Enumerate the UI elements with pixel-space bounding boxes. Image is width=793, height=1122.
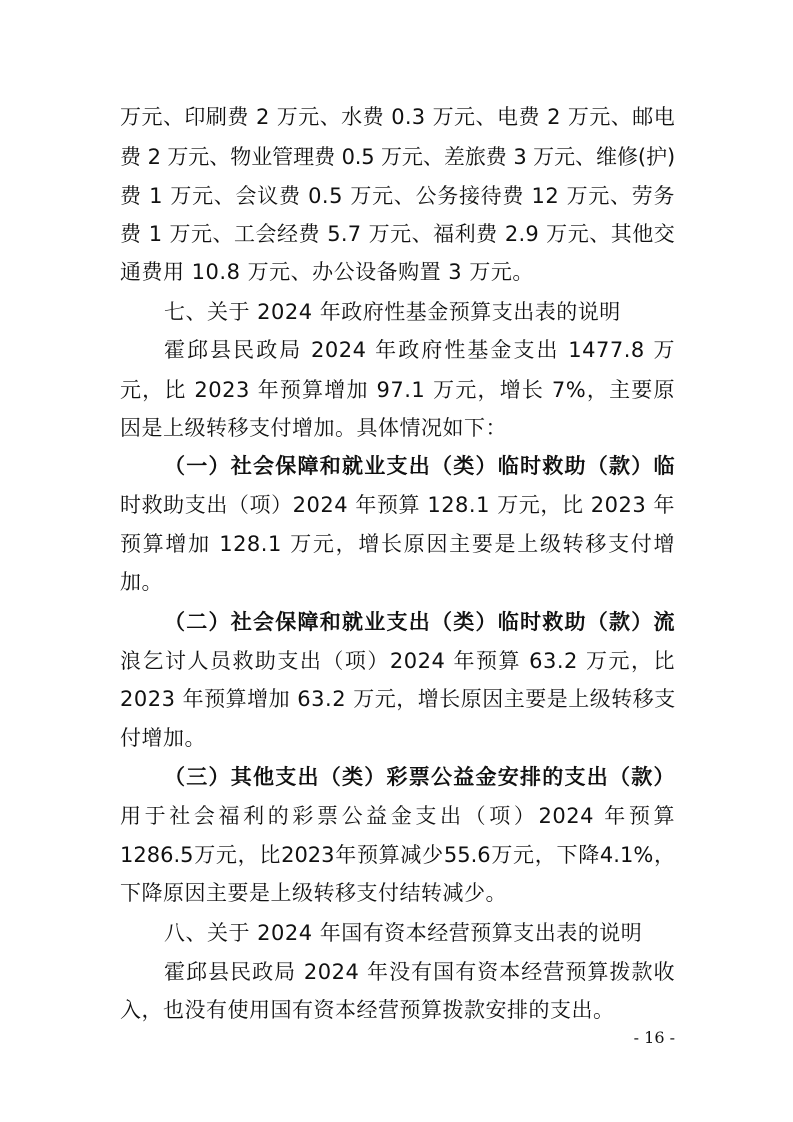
item-1-line-3: 预算增加 128.1 万元，增长原因主要是上级转移支付增 <box>120 532 675 556</box>
section-8-heading: 八、关于 2024 年国有资本经营预算支出表的说明 <box>164 921 643 945</box>
page-number: - 16 - <box>633 1028 675 1047</box>
item-1-line-1: （一）社会保障和就业支出（类）临时救助（款）临 <box>164 454 675 478</box>
item-3-line-1: （三）其他支出（类）彩票公益金安排的支出（款） <box>164 765 675 789</box>
body-line-7: 霍邱县民政局 2024 年政府性基金支出 1477.8 万 <box>164 338 675 362</box>
body-line-24: 入，也没有使用国有资本经营预算拨款安排的支出。 <box>120 998 615 1022</box>
body-line-4: 费 1 万元、工会经费 5.7 万元、福利费 2.9 万元、其他交 <box>120 222 675 246</box>
body-line-1: 万元、印刷费 2 万元、水费 0.3 万元、电费 2 万元、邮电 <box>120 105 675 129</box>
item-3-line-3: 1286.5万元，比2023年预算减少55.6万元，下降4.1%， <box>120 843 675 867</box>
section-7-heading: 七、关于 2024 年政府性基金预算支出表的说明 <box>164 300 621 324</box>
item-2-line-2: 浪乞讨人员救助支出（项）2024 年预算 63.2 万元，比 <box>120 649 675 673</box>
item-1-line-4: 加。 <box>120 570 163 594</box>
item-2-line-4: 付增加。 <box>120 726 206 750</box>
body-line-2: 费 2 万元、物业管理费 0.5 万元、差旅费 3 万元、维修(护) <box>120 145 675 169</box>
item-3-line-4: 下降原因主要是上级转移支付结转减少。 <box>120 881 507 905</box>
body-line-9: 因是上级转移支付增加。具体情况如下： <box>120 416 507 440</box>
body-line-5: 通费用 10.8 万元、办公设备购置 3 万元。 <box>120 260 534 284</box>
item-3-line-2: 用于社会福利的彩票公益金支出（项）2024 年预算 <box>120 804 675 828</box>
body-line-3: 费 1 万元、会议费 0.5 万元、公务接待费 12 万元、劳务 <box>120 184 675 208</box>
body-line-8: 元，比 2023 年预算增加 97.1 万元，增长 7%，主要原 <box>120 378 675 402</box>
item-2-line-3: 2023 年预算增加 63.2 万元，增长原因主要是上级转移支 <box>120 687 676 711</box>
item-1-line-2: 时救助支出（项）2024 年预算 128.1 万元，比 2023 年 <box>120 493 675 517</box>
body-line-23: 霍邱县民政局 2024 年没有国有资本经营预算拨款收 <box>164 960 675 984</box>
item-2-line-1: （二）社会保障和就业支出（类）临时救助（款）流 <box>164 610 675 634</box>
